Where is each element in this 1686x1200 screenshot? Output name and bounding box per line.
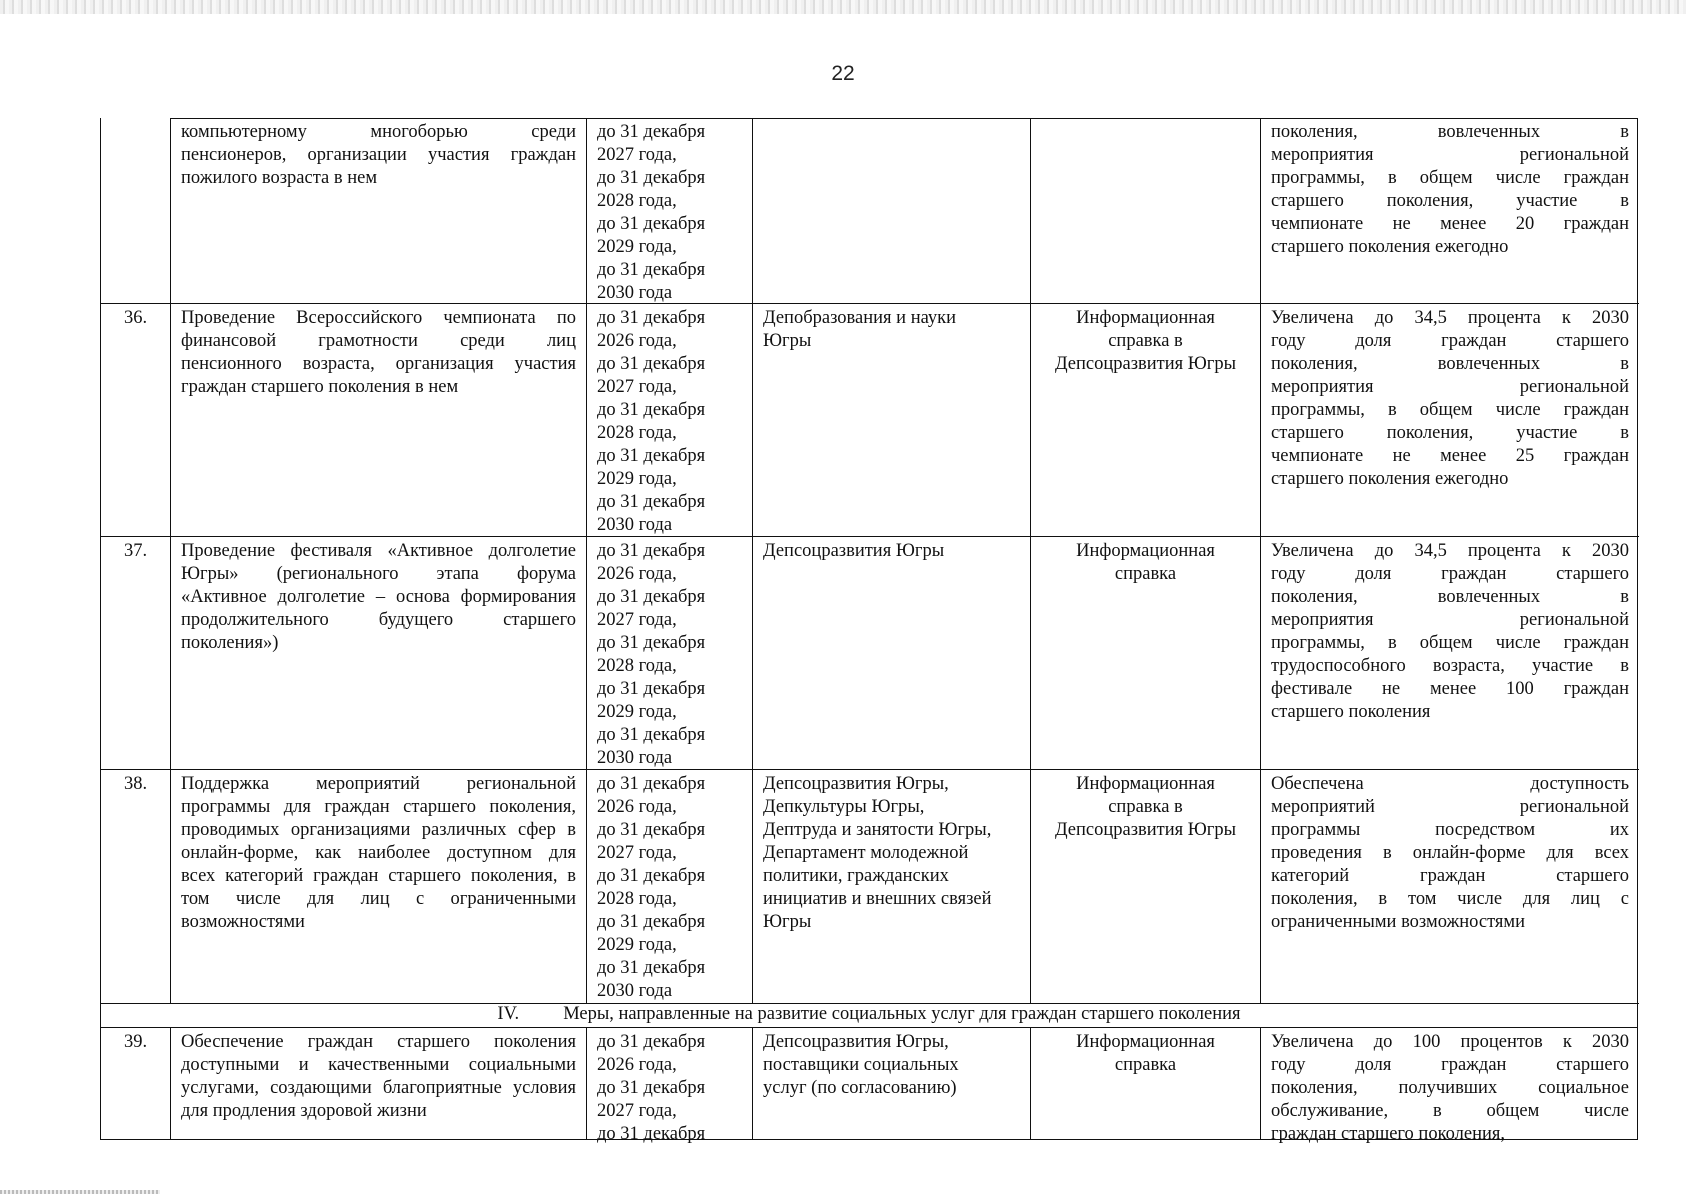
cell-text-line: 2029 года, [597, 935, 677, 955]
cell-text-line: Депсоцразвития Югры [763, 541, 945, 561]
cell-text-line: до 31 декабря [597, 260, 706, 280]
cell-text-line: доступными и качественными социальными [181, 1055, 576, 1075]
cell-text-line: до 31 декабря [597, 308, 706, 328]
document-cell [1031, 1028, 1261, 1140]
result-cell [1261, 770, 1639, 1004]
document-cell [1031, 304, 1261, 537]
cell-text-line: поколения, в том числе для лиц с [1271, 889, 1629, 909]
cell-text-line: мероприятия региональной [1271, 610, 1629, 630]
cell-text-line: ограниченными возможностями [1271, 912, 1526, 932]
cell-text-line: Проведение Всероссийского чемпионата по [181, 308, 576, 328]
cell-text-line: финансовой грамотности среди лиц [181, 331, 576, 351]
cell-text-line: 2030 года [597, 515, 673, 535]
cell-text-line: Информационная [1076, 308, 1215, 328]
cell-text-line: программы, в общем числе граждан [1271, 633, 1629, 653]
row-number: 38. [101, 770, 171, 1004]
cell-text-line: до 31 декабря [597, 725, 706, 745]
cell-text-line: 2028 года, [597, 656, 677, 676]
cell-text-line: Депсоцразвития Югры [1054, 820, 1237, 840]
cell-text-line: справка в [1108, 797, 1183, 817]
cell-text-line: 2030 года [597, 748, 673, 768]
cell-text-line: Депсоцразвития Югры, [763, 1032, 949, 1052]
responsible-cell [753, 304, 1031, 537]
cell-text-line: Депсоцразвития Югры, [763, 774, 949, 794]
cell-text-line: году доля граждан старшего [1271, 564, 1629, 584]
cell-text-line: 2030 года [597, 283, 673, 303]
cell-text-line: программы для граждан старшего поколения, [181, 797, 576, 817]
cell-text-line: мероприятия региональной [1271, 145, 1629, 165]
cell-text-line: справка [1114, 1055, 1177, 1075]
cell-text-line: проводимых организациями различных сфер в [181, 820, 576, 840]
cell-text-line: 2026 года, [597, 564, 677, 584]
cell-text-line: Информационная [1076, 1032, 1215, 1052]
cell-text-line: 2028 года, [597, 889, 677, 909]
cell-text-line: старшего поколения ежегодно [1271, 469, 1509, 489]
cell-text-line: возможностями [181, 912, 305, 932]
result-cell [1261, 118, 1639, 304]
table-row-39 [101, 1028, 1637, 1144]
cell-text-line: Депсоцразвития Югры [1054, 354, 1237, 374]
cell-text-line: до 31 декабря [597, 866, 706, 886]
cell-text-line: программы посредством их [1271, 820, 1629, 840]
section-title-cell [101, 1004, 1637, 1028]
responsible-cell [753, 537, 1031, 770]
cell-text-line: до 31 декабря [597, 400, 706, 420]
cell-text-line: обслуживание, в общем числе [1271, 1101, 1629, 1121]
deadline-cell [587, 118, 753, 304]
cell-text-line: до 31 декабря [597, 168, 706, 188]
cell-text-line: 2026 года, [597, 1055, 677, 1075]
cell-text-line: 2028 года, [597, 423, 677, 443]
measure-cell [171, 118, 587, 304]
responsible-cell [753, 1028, 1031, 1140]
cell-text-line: Депобразования и науки [763, 308, 957, 328]
cell-text-line: Дептруда и занятости Югры, [763, 820, 992, 840]
cell-text-line: до 31 декабря [597, 1124, 706, 1144]
cell-text-line: Увеличена до 34,5 процента к 2030 [1271, 308, 1629, 328]
cell-text-line: до 31 декабря [597, 912, 706, 932]
cell-text-line: «Активное долголетие – основа формирования [181, 587, 576, 607]
cell-text-line: до 31 декабря [597, 541, 706, 561]
cell-text-line: поколения, вовлеченных в [1271, 587, 1629, 607]
scan-edge-artifact-bottom [0, 1190, 160, 1194]
cell-text-line: до 31 декабря [597, 122, 706, 142]
cell-text-line: услуг (по согласованию) [763, 1078, 957, 1098]
cell-text-line: 2027 года, [597, 145, 677, 165]
cell-text-line: том числе для лиц с ограниченными [181, 889, 576, 909]
responsible-cell [753, 770, 1031, 1004]
scan-edge-artifact [0, 0, 1686, 14]
row-number: 36. [101, 304, 171, 537]
cell-text-line: услугами, создающими благоприятные условия [181, 1078, 576, 1098]
cell-text-line: 2027 года, [597, 610, 677, 630]
deadline-cell [587, 304, 753, 537]
cell-text-line: фестивале не менее 100 граждан [1271, 679, 1629, 699]
cell-text-line: Югры [763, 331, 812, 351]
cell-text-line: поколения, получивших социальное [1271, 1078, 1629, 1098]
cell-text-line: поколения, вовлеченных в [1271, 354, 1629, 374]
cell-text-line: Информационная [1076, 774, 1215, 794]
cell-text-line: до 31 декабря [597, 214, 706, 234]
cell-text-line: 2029 года, [597, 237, 677, 257]
cell-text-line: 2027 года, [597, 377, 677, 397]
result-cell [1261, 537, 1639, 770]
cell-text-line: до 31 декабря [597, 446, 706, 466]
cell-text-line: программы, в общем числе граждан [1271, 400, 1629, 420]
cell-text-line: 2028 года, [597, 191, 677, 211]
cell-text-line: инициатив и внешних связей [763, 889, 992, 909]
cell-text-line: компьютерному многоборью среди [181, 122, 576, 142]
result-cell [1261, 1028, 1639, 1144]
row-number: 37. [101, 537, 171, 770]
cell-text-line: мероприятия региональной [1271, 377, 1629, 397]
cell-text-line: Информационная [1076, 541, 1215, 561]
table-row-continued [101, 118, 1637, 304]
cell-text-line: 2030 года [597, 981, 673, 1001]
measures-table [100, 118, 1638, 1144]
responsible-cell [753, 118, 1031, 304]
cell-text-line: граждан старшего поколения, [1271, 1124, 1506, 1144]
cell-text-line: Депкультуры Югры, [763, 797, 925, 817]
cell-text-line: до 31 декабря [597, 1032, 706, 1052]
cell-text-line: пожилого возраста в нем [181, 168, 378, 188]
cell-text-line: для продления здоровой жизни [181, 1101, 427, 1121]
cell-text-line: Поддержка мероприятий региональной [181, 774, 576, 794]
cell-text-line: онлайн-форме, как наиболее доступном для [181, 843, 576, 863]
cell-text-line: 2027 года, [597, 1101, 677, 1121]
deadline-cell [587, 537, 753, 770]
cell-text-line: 2026 года, [597, 797, 677, 817]
section-roman-numeral: IV. [497, 1004, 520, 1024]
cell-text-line: категорий граждан старшего [1271, 866, 1629, 886]
cell-text-line: пенсионного возраста, организация участия [181, 354, 576, 374]
cell-text-line: старшего поколения [1271, 702, 1431, 722]
cell-text-line: 2027 года, [597, 843, 677, 863]
table-row-37 [101, 537, 1637, 770]
measure-cell [171, 537, 587, 770]
cell-text-line: Увеличена до 34,5 процента к 2030 [1271, 541, 1629, 561]
cell-text-line: 2029 года, [597, 469, 677, 489]
measure-cell [171, 304, 587, 537]
result-cell [1261, 304, 1639, 537]
cell-text-line: Увеличена до 100 процентов к 2030 [1271, 1032, 1629, 1052]
cell-text-line: году доля граждан старшего [1271, 1055, 1629, 1075]
cell-text-line: 2026 года, [597, 331, 677, 351]
cell-text-line: Югры [763, 912, 812, 932]
cell-text-line: году доля граждан старшего [1271, 331, 1629, 351]
cell-text-line: мероприятий региональной [1271, 797, 1629, 817]
cell-text-line: Проведение фестиваля «Активное долголетие [181, 541, 576, 561]
deadline-cell [587, 1028, 753, 1144]
cell-text-line: до 31 декабря [597, 679, 706, 699]
cell-text-line: старшего поколения ежегодно [1271, 237, 1509, 257]
page-number: 22 [831, 62, 855, 85]
section-title: Меры, направленные на развитие социальных услуг для граждан старшего поколения [563, 1004, 1241, 1024]
cell-text-line: до 31 декабря [597, 774, 706, 794]
cell-text-line: Обеспечена доступность [1271, 774, 1629, 794]
cell-text-line: продолжительного будущего старшего [181, 610, 576, 630]
cell-text-line: до 31 декабря [597, 958, 706, 978]
cell-text-line: поколения») [181, 633, 279, 653]
cell-text-line: поставщики социальных [763, 1055, 959, 1075]
cell-text-line: поколения, вовлеченных в [1271, 122, 1629, 142]
deadline-cell [587, 770, 753, 1004]
table-row-36 [101, 304, 1637, 537]
measure-cell [171, 1028, 587, 1140]
cell-text-line: 2029 года, [597, 702, 677, 722]
table-row-38 [101, 770, 1637, 1004]
cell-text-line: Обеспечение граждан старшего поколения [181, 1032, 576, 1052]
document-cell [1031, 537, 1261, 770]
cell-text-line: до 31 декабря [597, 492, 706, 512]
document-cell [1031, 770, 1261, 1004]
cell-text-line: старшего поколения, участие в [1271, 423, 1629, 443]
cell-text-line: справка [1114, 564, 1177, 584]
cell-text-line: политики, гражданских [763, 866, 949, 886]
cell-text-line: до 31 декабря [597, 354, 706, 374]
cell-text-line: чемпионате не менее 20 граждан [1271, 214, 1629, 234]
cell-text-line: до 31 декабря [597, 633, 706, 653]
row-number-cell [101, 118, 171, 304]
cell-text-line: пенсионеров, организации участия граждан [181, 145, 576, 165]
measure-cell [171, 770, 587, 1004]
row-number: 39. [101, 1028, 171, 1140]
cell-text-line: трудоспособного возраста, участие в [1271, 656, 1629, 676]
cell-text-line: до 31 декабря [597, 587, 706, 607]
cell-text-line: справка в [1108, 331, 1183, 351]
cell-text-line: программы, в общем числе граждан [1271, 168, 1629, 188]
cell-text-line: Департамент молодежной [763, 843, 969, 863]
cell-text-line: чемпионате не менее 25 граждан [1271, 446, 1629, 466]
cell-text-line: граждан старшего поколения в нем [181, 377, 459, 397]
cell-text-line: проведения в онлайн-форме для всех [1271, 843, 1629, 863]
cell-text-line: до 31 декабря [597, 1078, 706, 1098]
section-header-iv [101, 1004, 1637, 1028]
document-cell [1031, 118, 1261, 304]
cell-text-line: до 31 декабря [597, 820, 706, 840]
cell-text-line: старшего поколения, участие в [1271, 191, 1629, 211]
cell-text-line: Югры» (регионального этапа форума [181, 564, 576, 584]
cell-text-line: всех категорий граждан старшего поколения, в [181, 866, 576, 886]
